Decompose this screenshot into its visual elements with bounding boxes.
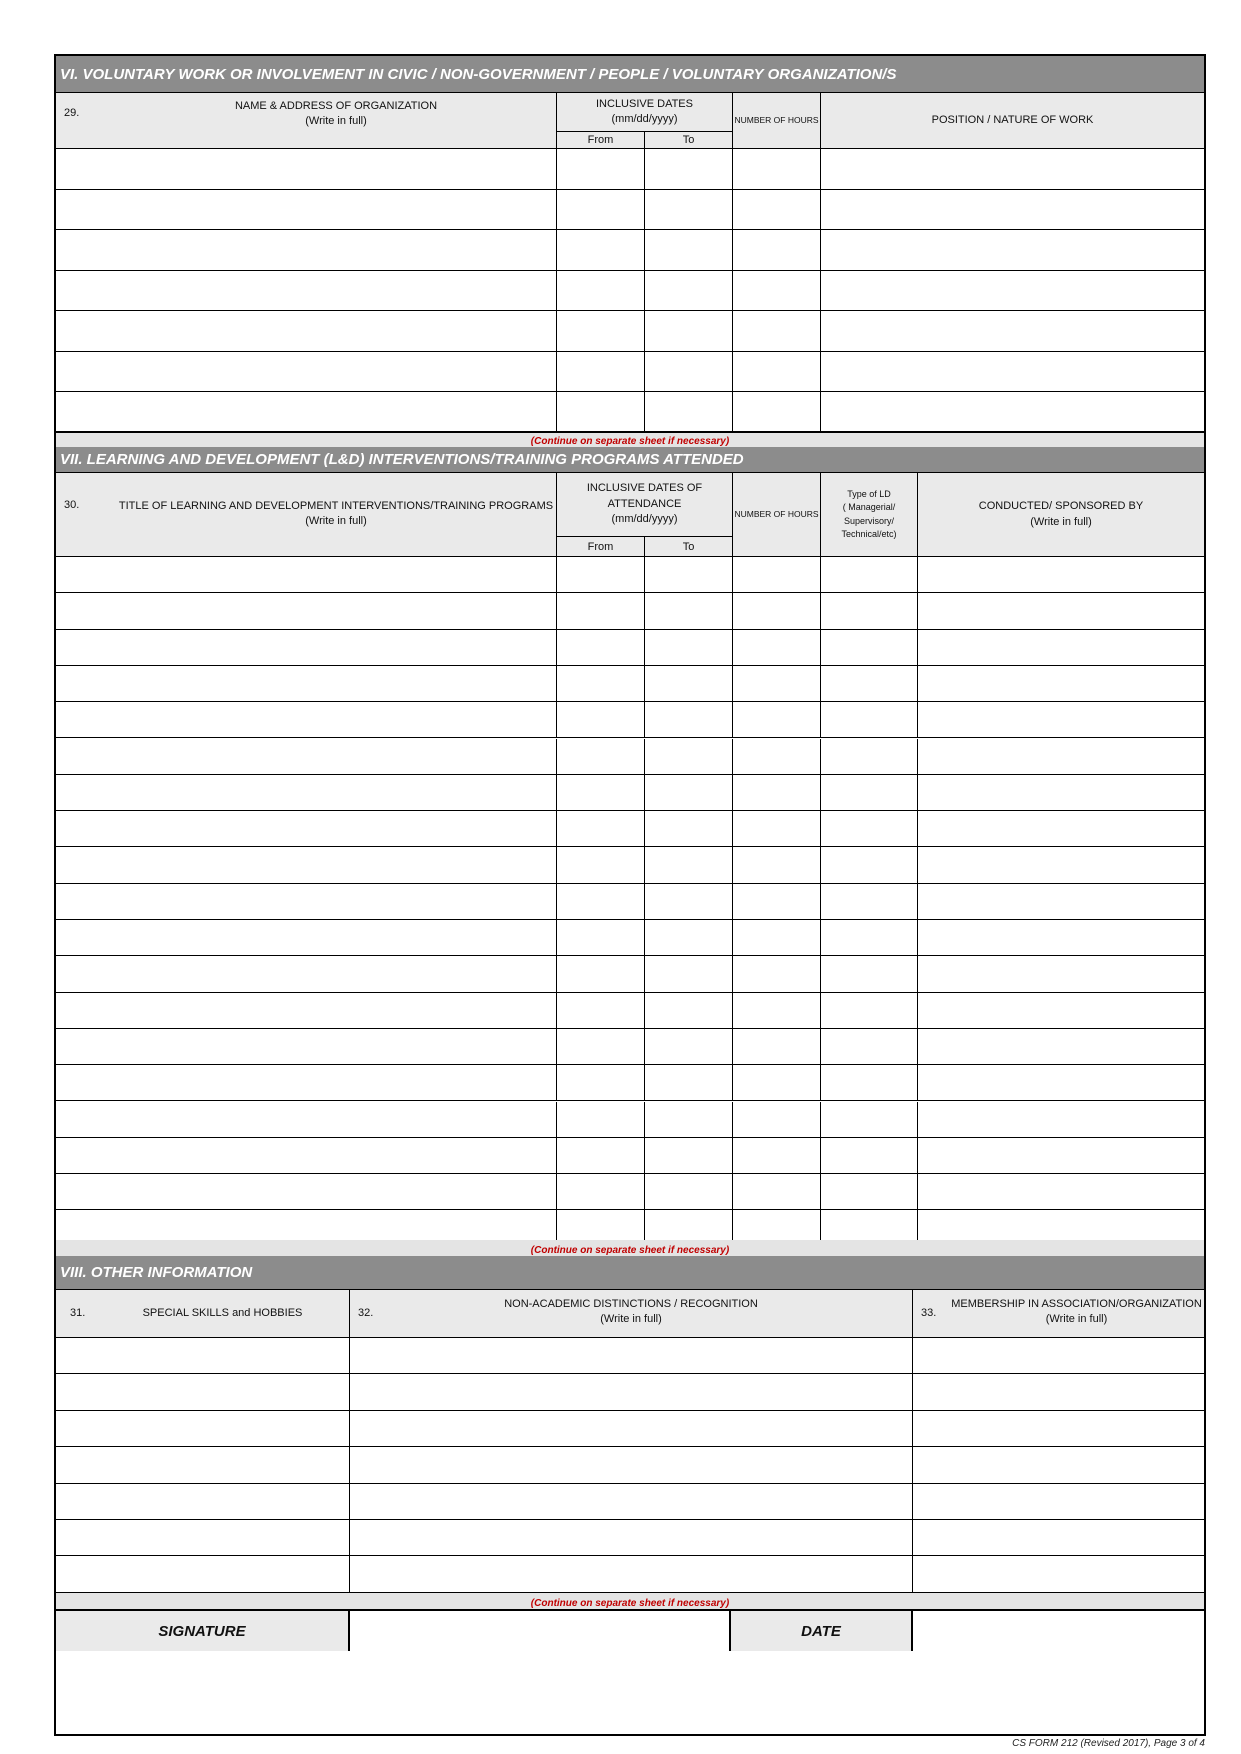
s6-row-5-position[interactable] (821, 311, 1204, 352)
s7-row-15-to[interactable] (645, 1065, 733, 1101)
s6-row-7-to[interactable] (645, 392, 733, 433)
s8-row-5-skills[interactable] (56, 1484, 350, 1520)
s7-row-4-hours[interactable] (733, 666, 821, 702)
s7-row-7-hours[interactable] (733, 775, 821, 811)
s8-continue-note: (Continue on separate sheet if necessary) (56, 1593, 1204, 1611)
s7-row-17-to[interactable] (645, 1138, 733, 1174)
s8-item33-number: 33. (921, 1307, 937, 1319)
s7-row-5-to[interactable] (645, 702, 733, 738)
s7-row-3-type[interactable] (821, 630, 918, 666)
s7-row-15-title[interactable] (56, 1065, 557, 1101)
s7-row-10-to[interactable] (645, 884, 733, 920)
s7-row-10-hours[interactable] (733, 884, 821, 920)
s7-row-7-from[interactable] (557, 775, 645, 811)
s6-row-5-to[interactable] (645, 311, 733, 352)
s6-row-1-name[interactable] (56, 149, 557, 190)
s8-row-4-distinctions[interactable] (350, 1447, 913, 1483)
s7-col-title-label: TITLE OF LEARNING AND DEVELOPMENT INTERVENTIONS/TRAINING PROGRAMS (118, 499, 554, 512)
s6-row-4-position[interactable] (821, 271, 1204, 312)
s7-row-9-title[interactable] (56, 847, 557, 883)
s7-row-10-sponsor[interactable] (918, 884, 1204, 920)
s7-row-13-type[interactable] (821, 993, 918, 1029)
s7-col-hours-header: NUMBER OF HOURS (733, 473, 821, 557)
s8-col-skills-header (56, 1290, 350, 1338)
s7-row-4-type[interactable] (821, 666, 918, 702)
s7-row-13-from[interactable] (557, 993, 645, 1029)
s7-col-title-header (56, 473, 557, 557)
s7-row-7-to[interactable] (645, 775, 733, 811)
s7-row-6-title[interactable] (56, 739, 557, 775)
s6-row-2-position[interactable] (821, 190, 1204, 231)
s8-item31-label: SPECIAL SKILLS and HOBBIES (142, 1307, 303, 1320)
s6-row-1-from[interactable] (557, 149, 645, 190)
s7-row-17-from[interactable] (557, 1138, 645, 1174)
s7-row-16-sponsor[interactable] (918, 1102, 1204, 1138)
s7-row-14-from[interactable] (557, 1029, 645, 1065)
s6-row-7-position[interactable] (821, 392, 1204, 433)
s7-row-6-from[interactable] (557, 739, 645, 775)
s6-row-4-hours[interactable] (733, 271, 821, 312)
s7-row-5-sponsor[interactable] (918, 702, 1204, 738)
s7-row-11-to[interactable] (645, 920, 733, 956)
s6-row-6-to[interactable] (645, 352, 733, 393)
s7-row-7-title[interactable] (56, 775, 557, 811)
s6-row-4-name[interactable] (56, 271, 557, 312)
s8-row-3-distinctions[interactable] (350, 1411, 913, 1447)
s7-row-1-sponsor[interactable] (918, 557, 1204, 593)
s7-row-1-type[interactable] (821, 557, 918, 593)
s6-row-1-to[interactable] (645, 149, 733, 190)
s7-row-9-type[interactable] (821, 847, 918, 883)
s7-row-18-hours[interactable] (733, 1174, 821, 1210)
s6-row-3-hours[interactable] (733, 230, 821, 271)
s7-col-dates-format: (mm/dd/yyyy) (611, 513, 678, 526)
s6-row-3-to[interactable] (645, 230, 733, 271)
s7-row-3-title[interactable] (56, 630, 557, 666)
s6-col-dates-header (557, 93, 733, 131)
s8-item32-label: NON-ACADEMIC DISTINCTIONS / RECOGNITION (504, 1297, 758, 1310)
s7-row-8-from[interactable] (557, 811, 645, 847)
s7-continue-note: (Continue on separate sheet if necessary) (56, 1240, 1204, 1256)
s7-row-13-hours[interactable] (733, 993, 821, 1029)
s7-row-3-to[interactable] (645, 630, 733, 666)
s6-col-name-note: (Write in full) (305, 115, 367, 127)
s7-row-17-sponsor[interactable] (918, 1138, 1204, 1174)
s6-item-number: 29. (64, 107, 80, 119)
s6-row-4-from[interactable] (557, 271, 645, 312)
s7-row-12-type[interactable] (821, 956, 918, 992)
s8-row-1-membership[interactable] (913, 1338, 1204, 1374)
s7-row-4-title[interactable] (56, 666, 557, 702)
section-6-title: VI. VOLUNTARY WORK OR INVOLVEMENT IN CIVIC / NON-GOVERNMENT / PEOPLE / VOLUNTARY ORGANIZATION/S (56, 56, 1204, 93)
s7-row-15-from[interactable] (557, 1065, 645, 1101)
s7-row-11-from[interactable] (557, 920, 645, 956)
s8-row-7-skills[interactable] (56, 1556, 350, 1592)
s6-row-5-name[interactable] (56, 311, 557, 352)
s7-row-5-type[interactable] (821, 702, 918, 738)
s7-row-2-sponsor[interactable] (918, 593, 1204, 629)
s8-row-5-distinctions[interactable] (350, 1484, 913, 1520)
s7-row-7-type[interactable] (821, 775, 918, 811)
s7-row-4-to[interactable] (645, 666, 733, 702)
s8-row-7-membership[interactable] (913, 1556, 1204, 1592)
s7-row-18-to[interactable] (645, 1174, 733, 1210)
s7-col-sponsor-label: CONDUCTED/ SPONSORED BY (978, 500, 1144, 513)
s7-row-4-sponsor[interactable] (918, 666, 1204, 702)
s6-row-3-from[interactable] (557, 230, 645, 271)
s7-row-2-hours[interactable] (733, 593, 821, 629)
section-8-title: VIII. OTHER INFORMATION (56, 1256, 1204, 1290)
s6-row-7-name[interactable] (56, 392, 557, 433)
s6-row-7-hours[interactable] (733, 392, 821, 433)
s7-row-18-type[interactable] (821, 1174, 918, 1210)
s7-row-1-hours[interactable] (733, 557, 821, 593)
s7-row-2-from[interactable] (557, 593, 645, 629)
s7-row-9-sponsor[interactable] (918, 847, 1204, 883)
s7-col-type-line2: ( Managerial/ (842, 502, 896, 513)
s7-row-14-title[interactable] (56, 1029, 557, 1065)
s7-row-7-sponsor[interactable] (918, 775, 1204, 811)
s8-row-2-skills[interactable] (56, 1374, 350, 1410)
s8-col-membership-header (913, 1290, 1204, 1338)
s7-row-17-hours[interactable] (733, 1138, 821, 1174)
s7-row-5-hours[interactable] (733, 702, 821, 738)
s8-row-6-distinctions[interactable] (350, 1520, 913, 1556)
s7-col-type-line3: Supervisory/ (843, 515, 895, 526)
s6-col-dates-format: (mm/dd/yyyy) (611, 113, 678, 125)
s7-row-8-hours[interactable] (733, 811, 821, 847)
s7-row-2-to[interactable] (645, 593, 733, 629)
s8-row-6-skills[interactable] (56, 1520, 350, 1556)
form-footer: CS FORM 212 (Revised 2017), Page 3 of 4 (1012, 1738, 1205, 1749)
s6-col-to: To (645, 131, 733, 149)
s8-item32-number: 32. (358, 1307, 374, 1319)
s7-col-dates-line2: ATTENDANCE (607, 497, 682, 510)
s7-item-number: 30. (64, 499, 80, 511)
section-7-title: VII. LEARNING AND DEVELOPMENT (L&D) INTERVENTIONS/TRAINING PROGRAMS ATTENDED (56, 447, 1204, 473)
s6-row-1-hours[interactable] (733, 149, 821, 190)
signature-field[interactable] (350, 1611, 731, 1651)
s7-row-10-from[interactable] (557, 884, 645, 920)
s7-row-3-from[interactable] (557, 630, 645, 666)
s7-row-9-to[interactable] (645, 847, 733, 883)
s7-col-type-line4: Technical/etc) (841, 528, 897, 539)
s7-row-15-hours[interactable] (733, 1065, 821, 1101)
s7-row-12-from[interactable] (557, 956, 645, 992)
s6-row-2-from[interactable] (557, 190, 645, 231)
s7-col-type-header (821, 473, 918, 557)
s7-row-16-type[interactable] (821, 1102, 918, 1138)
s7-row-17-title[interactable] (56, 1138, 557, 1174)
s7-row-14-hours[interactable] (733, 1029, 821, 1065)
s6-col-name-header (56, 93, 557, 149)
s8-row-5-membership[interactable] (913, 1484, 1204, 1520)
s7-row-1-from[interactable] (557, 557, 645, 593)
s7-row-13-title[interactable] (56, 993, 557, 1029)
s7-col-dates-header (557, 473, 733, 536)
s7-col-sponsor-header (918, 473, 1204, 557)
s7-row-8-type[interactable] (821, 811, 918, 847)
s7-row-18-from[interactable] (557, 1174, 645, 1210)
s8-row-1-skills[interactable] (56, 1338, 350, 1374)
s7-row-12-sponsor[interactable] (918, 956, 1204, 992)
s7-row-6-to[interactable] (645, 739, 733, 775)
s7-row-5-from[interactable] (557, 702, 645, 738)
s7-row-1-title[interactable] (56, 557, 557, 593)
s7-row-11-title[interactable] (56, 920, 557, 956)
s8-item31-number: 31. (70, 1307, 86, 1319)
s6-row-6-position[interactable] (821, 352, 1204, 393)
s6-row-7-from[interactable] (557, 392, 645, 433)
s7-row-11-sponsor[interactable] (918, 920, 1204, 956)
s6-row-5-hours[interactable] (733, 311, 821, 352)
s7-row-10-type[interactable] (821, 884, 918, 920)
pds-form-page (54, 54, 1206, 1736)
s7-row-12-title[interactable] (56, 956, 557, 992)
s7-row-6-type[interactable] (821, 739, 918, 775)
s6-col-from: From (557, 131, 645, 149)
s6-row-2-to[interactable] (645, 190, 733, 231)
s7-row-8-to[interactable] (645, 811, 733, 847)
s6-row-6-name[interactable] (56, 352, 557, 393)
s7-row-4-from[interactable] (557, 666, 645, 702)
s6-row-6-from[interactable] (557, 352, 645, 393)
s6-row-3-position[interactable] (821, 230, 1204, 271)
s7-row-8-sponsor[interactable] (918, 811, 1204, 847)
s7-col-from: From (557, 536, 645, 557)
s7-row-1-to[interactable] (645, 557, 733, 593)
s7-row-14-type[interactable] (821, 1029, 918, 1065)
s7-row-11-hours[interactable] (733, 920, 821, 956)
s7-row-17-type[interactable] (821, 1138, 918, 1174)
signature-label: SIGNATURE (56, 1611, 350, 1651)
s8-row-3-skills[interactable] (56, 1411, 350, 1447)
s7-row-12-to[interactable] (645, 956, 733, 992)
s6-continue-note: (Continue on separate sheet if necessary) (56, 433, 1204, 447)
s6-col-position-header: POSITION / NATURE OF WORK (821, 93, 1204, 149)
s6-row-1-position[interactable] (821, 149, 1204, 190)
s7-row-11-type[interactable] (821, 920, 918, 956)
s6-row-2-name[interactable] (56, 190, 557, 231)
s7-col-title-note: (Write in full) (305, 515, 367, 527)
s6-col-name-label: NAME & ADDRESS OF ORGANIZATION (234, 99, 438, 112)
s7-row-14-to[interactable] (645, 1029, 733, 1065)
s7-row-13-sponsor[interactable] (918, 993, 1204, 1029)
s7-row-5-title[interactable] (56, 702, 557, 738)
s7-row-3-sponsor[interactable] (918, 630, 1204, 666)
s8-item33-label: MEMBERSHIP IN ASSOCIATION/ORGANIZATION (951, 1297, 1202, 1310)
s8-row-4-skills[interactable] (56, 1447, 350, 1483)
s7-row-16-title[interactable] (56, 1102, 557, 1138)
s6-row-2-hours[interactable] (733, 190, 821, 231)
s8-row-3-membership[interactable] (913, 1411, 1204, 1447)
s6-col-dates-label: INCLUSIVE DATES (596, 97, 693, 110)
s8-col-distinctions-header (350, 1290, 913, 1338)
s7-col-type-line1: Type of LD (847, 489, 891, 500)
s7-row-16-hours[interactable] (733, 1102, 821, 1138)
date-field[interactable] (913, 1611, 1204, 1651)
date-label: DATE (731, 1611, 913, 1651)
s7-row-3-hours[interactable] (733, 630, 821, 666)
s7-row-6-sponsor[interactable] (918, 739, 1204, 775)
s6-col-hours-header: NUMBER OF HOURS (733, 93, 821, 149)
s7-row-18-title[interactable] (56, 1174, 557, 1210)
s7-row-15-type[interactable] (821, 1065, 918, 1101)
s6-row-4-to[interactable] (645, 271, 733, 312)
s8-item32-note: (Write in full) (600, 1313, 662, 1325)
s8-row-6-membership[interactable] (913, 1520, 1204, 1556)
s7-row-15-sponsor[interactable] (918, 1065, 1204, 1101)
s7-row-13-to[interactable] (645, 993, 733, 1029)
s7-row-16-to[interactable] (645, 1102, 733, 1138)
s8-row-1-distinctions[interactable] (350, 1338, 913, 1374)
s7-col-to: To (645, 536, 733, 557)
s7-row-2-type[interactable] (821, 593, 918, 629)
s7-row-18-sponsor[interactable] (918, 1174, 1204, 1210)
s7-row-6-hours[interactable] (733, 739, 821, 775)
s6-row-3-name[interactable] (56, 230, 557, 271)
s6-row-5-from[interactable] (557, 311, 645, 352)
s7-row-8-title[interactable] (56, 811, 557, 847)
s8-row-4-membership[interactable] (913, 1447, 1204, 1483)
s7-row-9-hours[interactable] (733, 847, 821, 883)
s8-item33-note: (Write in full) (1045, 1313, 1108, 1325)
s8-row-2-distinctions[interactable] (350, 1374, 913, 1410)
s7-row-9-from[interactable] (557, 847, 645, 883)
s7-col-dates-line1: INCLUSIVE DATES OF (586, 482, 703, 495)
s8-row-2-membership[interactable] (913, 1374, 1204, 1410)
s6-row-6-hours[interactable] (733, 352, 821, 393)
s7-row-10-title[interactable] (56, 884, 557, 920)
s7-row-14-sponsor[interactable] (918, 1029, 1204, 1065)
s7-row-12-hours[interactable] (733, 956, 821, 992)
s7-row-2-title[interactable] (56, 593, 557, 629)
s7-row-16-from[interactable] (557, 1102, 645, 1138)
s7-col-sponsor-note: (Write in full) (1030, 515, 1092, 528)
s8-row-7-distinctions[interactable] (350, 1556, 913, 1592)
